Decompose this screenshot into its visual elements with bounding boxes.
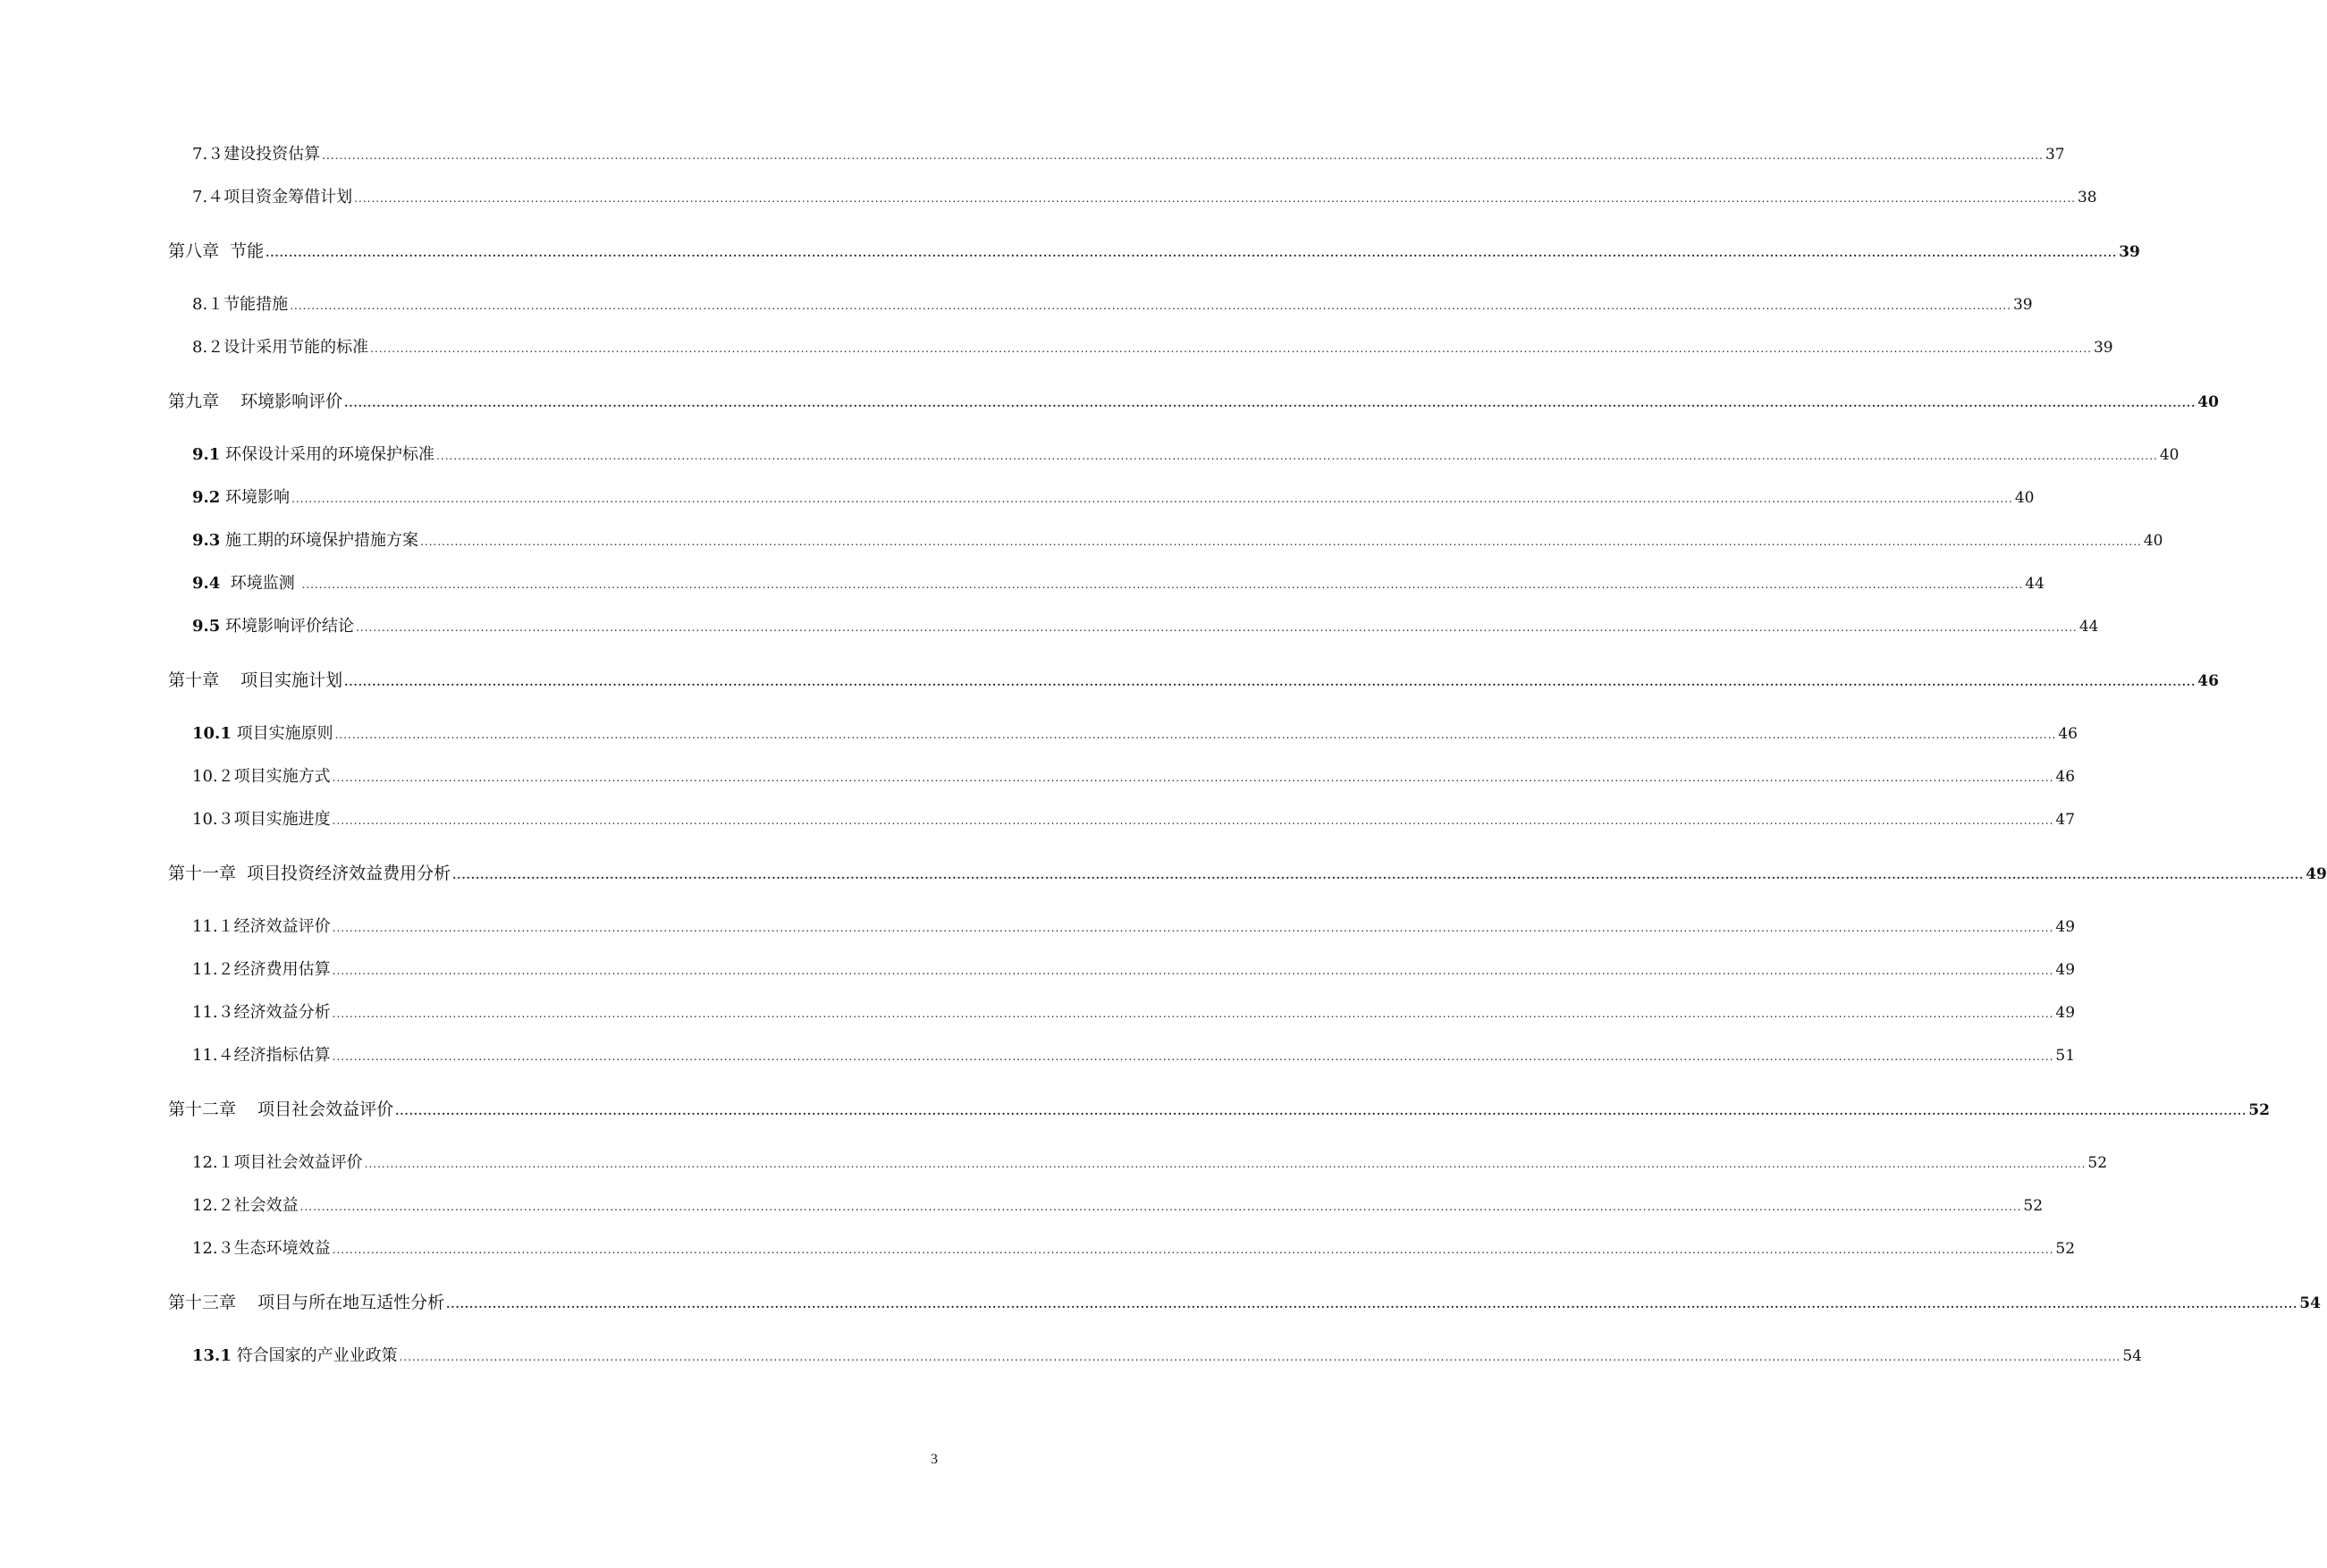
toc-leader-dots: ................................................................................................................................................................................................................................................................................................................................................................................................................ [332, 1243, 2054, 1256]
toc-leader-dots: ................................................................................................................................................................................................................................................................................................................................................................................................................ [436, 450, 2158, 462]
toc-entry-page: 44 [2078, 618, 2099, 636]
toc-entry-number: 10.３ [192, 810, 234, 829]
toc-chapter-entry[interactable] [168, 392, 2219, 413]
toc-entry-page: 40 [2159, 446, 2179, 464]
toc-entry-title: 第十章 项目实施计划 [168, 670, 343, 690]
toc-entry-page: 52 [2087, 1154, 2108, 1172]
toc-entry-title: 节能措施 [223, 295, 289, 314]
toc-entry-page: 47 [2055, 811, 2076, 829]
toc-section-entry[interactable] [192, 531, 2163, 552]
toc-section-entry[interactable] [192, 188, 2097, 208]
toc-entry-number: 9.1 [192, 445, 221, 464]
toc-section-entry[interactable] [192, 295, 2033, 316]
toc-entry-title: 环境监测 [220, 574, 300, 593]
toc-entry-page: 40 [2143, 532, 2163, 550]
toc-entry-page: 49 [2055, 918, 2076, 936]
toc-entry-title: 项目社会效益评价 [233, 1153, 363, 1172]
toc-entry-title: 第十二章 项目社会效益评价 [168, 1100, 394, 1119]
toc-entry-title: 经济效益评价 [233, 917, 331, 936]
toc-entry-number: 12.３ [192, 1239, 234, 1258]
toc-entry-page: 52 [2055, 1240, 2076, 1258]
toc-entry-title: 环保设计采用的环境保护标准 [220, 445, 435, 464]
toc-section-entry[interactable] [192, 767, 2076, 788]
toc-leader-dots: ................................................................................................................................................................................................................................................................................................................................................................................................................ [370, 342, 2092, 355]
toc-leader-dots: ................................................................................................................................................................................................................................................................................................................................................................................................................ [301, 578, 2024, 591]
toc-entry-page: 51 [2055, 1047, 2076, 1065]
toc-entry-number: 11.１ [192, 917, 234, 936]
toc-entry-number: 8.２ [192, 338, 224, 357]
toc-entry-page: 44 [2025, 575, 2045, 593]
toc-entry-title: 第十一章 项目投资经济效益费用分析 [168, 864, 451, 883]
toc-leader-dots: ................................................................................................................................................................................................................................................................................................................................................................................................................ [332, 1050, 2054, 1063]
toc-leader-dots: ................................................................................................................................................................................................................................................................................................................................................................................................................ [395, 1105, 2247, 1117]
toc-entry-number: 13.1 [192, 1346, 232, 1365]
toc-entry-number: 12.２ [192, 1196, 234, 1215]
toc-leader-dots: ................................................................................................................................................................................................................................................................................................................................................................................................................ [446, 1298, 2298, 1311]
toc-entry-title: 第十三章 项目与所在地互适性分析 [168, 1293, 445, 1312]
toc-leader-dots: ................................................................................................................................................................................................................................................................................................................................................................................................................ [364, 1158, 2087, 1170]
toc-section-entry[interactable] [192, 1239, 2076, 1260]
toc-entry-page: 39 [2093, 339, 2113, 357]
toc-entry-page: 39 [2119, 243, 2140, 261]
toc-leader-dots: ................................................................................................................................................................................................................................................................................................................................................................................................................ [332, 965, 2054, 977]
page-number: 3 [931, 1452, 938, 1467]
toc-leader-dots: ................................................................................................................................................................................................................................................................................................................................................................................................................ [354, 192, 2076, 205]
toc-section-entry[interactable] [192, 810, 2076, 830]
toc-section-entry[interactable] [192, 724, 2078, 745]
toc-entry-page: 54 [2122, 1347, 2142, 1365]
toc-section-entry[interactable] [192, 617, 2099, 637]
toc-entry-page: 38 [2077, 189, 2097, 207]
toc-entry-title: 项目实施方式 [233, 767, 331, 786]
toc-entry-number: 9.5 [192, 617, 221, 636]
toc-entry-page: 39 [2012, 296, 2033, 314]
toc-entry-number: 12.１ [192, 1153, 234, 1172]
toc-chapter-entry[interactable] [168, 241, 2140, 263]
toc-section-entry[interactable] [192, 145, 2065, 165]
toc-entry-number: 9.3 [192, 531, 221, 550]
toc-chapter-entry[interactable] [168, 1293, 2321, 1314]
toc-chapter-entry[interactable] [168, 864, 2327, 885]
toc-leader-dots: ................................................................................................................................................................................................................................................................................................................................................................................................................ [332, 771, 2054, 784]
toc-leader-dots: ................................................................................................................................................................................................................................................................................................................................................................................................................ [334, 729, 2057, 741]
toc-entry-page: 54 [2299, 1294, 2321, 1312]
toc-leader-dots: ................................................................................................................................................................................................................................................................................................................................................................................................................ [299, 1201, 2022, 1213]
toc-entry-title: 项目实施进度 [233, 810, 331, 829]
toc-leader-dots: ................................................................................................................................................................................................................................................................................................................................................................................................................ [322, 149, 2044, 162]
toc-entry-title: 第九章 环境影响评价 [168, 392, 343, 411]
toc-entry-page: 52 [2023, 1197, 2044, 1215]
toc-leader-dots: ................................................................................................................................................................................................................................................................................................................................................................................................................ [332, 922, 2054, 934]
toc-section-entry[interactable] [192, 488, 2035, 509]
toc-leader-dots: ................................................................................................................................................................................................................................................................................................................................................................................................................ [266, 247, 2118, 259]
toc-section-entry[interactable] [192, 1003, 2076, 1024]
toc-entry-title: 项目实施原则 [231, 724, 333, 743]
toc-leader-dots: ................................................................................................................................................................................................................................................................................................................................................................................................................ [452, 869, 2305, 881]
toc-entry-page: 46 [2055, 768, 2076, 786]
toc-entry-page: 37 [2045, 146, 2065, 164]
toc-entry-title: 环境影响评价结论 [220, 617, 355, 636]
toc-chapter-entry[interactable] [168, 1100, 2270, 1121]
toc-section-entry[interactable] [192, 960, 2076, 981]
toc-entry-page: 49 [2055, 1004, 2076, 1022]
toc-entry-title: 社会效益 [233, 1196, 299, 1215]
toc-entry-title: 施工期的环境保护措施方案 [220, 531, 419, 550]
toc-entry-number: 9.4 [192, 574, 221, 593]
toc-entry-title: 建设投资估算 [223, 145, 321, 164]
toc-entry-number: 7.４ [192, 188, 224, 207]
toc-leader-dots: ................................................................................................................................................................................................................................................................................................................................................................................................................ [291, 493, 2013, 505]
toc-entry-number: 10.1 [192, 724, 232, 743]
toc-entry-number: 11.４ [192, 1046, 234, 1065]
toc-entry-title: 经济指标估算 [233, 1046, 331, 1065]
toc-entry-number: 11.３ [192, 1003, 234, 1022]
toc-entry-page: 40 [2197, 393, 2219, 411]
toc-entry-number: 9.2 [192, 488, 221, 507]
toc-entry-number: 7.３ [192, 145, 224, 164]
toc-entry-number: 10.２ [192, 767, 234, 786]
toc-leader-dots: ................................................................................................................................................................................................................................................................................................................................................................................................................ [344, 397, 2196, 409]
toc-entry-title: 环境影响 [220, 488, 291, 507]
toc-leader-dots: ................................................................................................................................................................................................................................................................................................................................................................................................................ [332, 1007, 2054, 1020]
toc-section-entry[interactable] [192, 574, 2045, 594]
toc-entry-number: 11.２ [192, 960, 234, 979]
toc-section-entry[interactable] [192, 1346, 2142, 1367]
toc-entry-page: 52 [2248, 1101, 2270, 1119]
toc-section-entry[interactable] [192, 445, 2179, 466]
toc-entry-page: 40 [2014, 489, 2035, 507]
toc-section-entry[interactable] [192, 917, 2076, 938]
toc-entry-title: 第八章 节能 [168, 241, 265, 261]
toc-entry-title: 设计采用节能的标准 [223, 338, 369, 357]
toc-entry-number: 8.１ [192, 295, 224, 314]
toc-entry-page: 49 [2306, 865, 2327, 883]
toc-leader-dots: ................................................................................................................................................................................................................................................................................................................................................................................................................ [356, 621, 2078, 634]
toc-entry-title: 项目资金筹借计划 [223, 188, 353, 207]
toc-entry-page: 46 [2197, 672, 2219, 690]
toc-entry-page: 49 [2055, 961, 2076, 979]
toc-section-entry[interactable] [192, 338, 2113, 358]
toc-entry-title: 符合国家的产业业政策 [231, 1346, 398, 1365]
toc-leader-dots: ................................................................................................................................................................................................................................................................................................................................................................................................................ [399, 1351, 2121, 1363]
toc-section-entry[interactable] [192, 1153, 2108, 1174]
toc-leader-dots: ................................................................................................................................................................................................................................................................................................................................................................................................................ [344, 676, 2196, 688]
toc-section-entry[interactable] [192, 1046, 2076, 1066]
toc-leader-dots: ................................................................................................................................................................................................................................................................................................................................................................................................................ [290, 299, 2011, 312]
toc-entry-title: 生态环境效益 [233, 1239, 331, 1258]
toc-entry-page: 46 [2058, 725, 2078, 743]
toc-leader-dots: ................................................................................................................................................................................................................................................................................................................................................................................................................ [420, 535, 2142, 548]
toc-section-entry[interactable] [192, 1196, 2044, 1217]
toc-chapter-entry[interactable] [168, 670, 2219, 692]
toc-entry-title: 经济费用估算 [233, 960, 331, 979]
toc-leader-dots: ................................................................................................................................................................................................................................................................................................................................................................................................................ [332, 814, 2054, 827]
toc-entry-title: 经济效益分析 [233, 1003, 331, 1022]
